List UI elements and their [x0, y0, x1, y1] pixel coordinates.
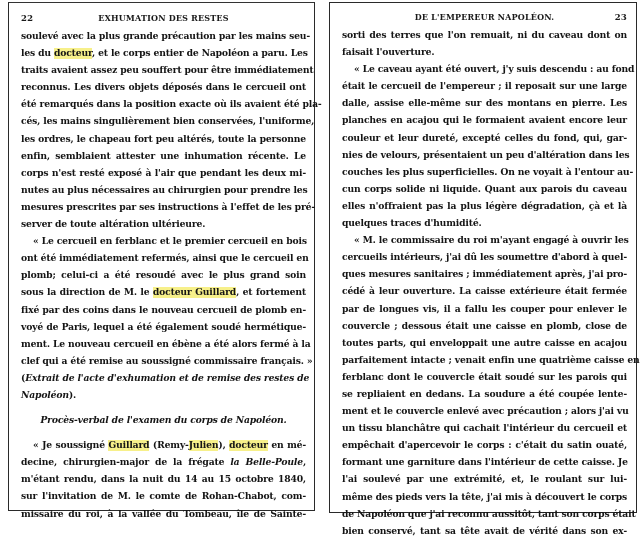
text-line [342, 232, 627, 249]
text-line [21, 506, 306, 523]
text-segment: couvercle ; dessous était une caisse en plomb, close de [342, 320, 627, 332]
text-segment: Extrait de l'acte d'exhumation et de remise des restes de [25, 372, 310, 384]
running-head [342, 12, 627, 24]
text-line [21, 131, 306, 148]
text-segment: planches en acajou qui le formaient avaient encore leur [342, 115, 627, 127]
text-line [342, 249, 627, 266]
text-line [21, 45, 306, 62]
text-line [21, 233, 306, 250]
spacer [21, 429, 306, 437]
text-segment: les du [21, 48, 54, 60]
text-segment: (Remy- [149, 440, 189, 452]
text-segment: m'étant rendu, dans la nuit du 14 au 15 octobre 1840, [21, 474, 306, 486]
text-segment: couches les plus superficielles. On ne voyait à l'entour au- [342, 166, 634, 178]
text-line [21, 437, 306, 454]
text-line [342, 403, 627, 420]
running-head [21, 13, 306, 25]
text-segment: même des pieds vers la tête, j'ai mis à découvert le corps [342, 491, 627, 503]
text-segment: decine, chirurgien-major de la frégate [21, 457, 231, 469]
text-segment: quelques traces d'humidité. [342, 218, 482, 230]
text-segment: Napoléon [21, 389, 69, 401]
text-segment: cédé à leur ouverture. La caisse extérieure était fermée [342, 286, 627, 298]
text-line [21, 387, 306, 404]
text-segment: cés, les mains singulièrement bien conservées, l'uniforme, [21, 116, 315, 128]
text-line [21, 336, 311, 353]
page-body [21, 28, 322, 523]
text-segment: par de longues vis, il a fallu les couper pour enlever le [342, 303, 627, 315]
text-segment: enfin, semblaient attester une inhumation récente. Le [21, 150, 306, 162]
text-segment: était le cercueil de l'empereur ; il reposait sur une large [342, 81, 627, 93]
running-head-title: EXHUMATION DES RESTES [98, 13, 229, 23]
text-segment: empêchait d'apercevoir le corps : c'était du satin ouaté, [342, 440, 627, 452]
text-line [21, 165, 306, 182]
running-head-title: DE L'EMPEREUR NAPOLÉON. [414, 12, 555, 22]
text-segment: reconnus. Les divers objets déposés dans le cercueil ont [21, 82, 306, 94]
text-line [342, 437, 627, 454]
text-segment: elles n'offraient pas la plus légère dégradation, çà et là [342, 200, 627, 212]
section-heading [21, 412, 306, 429]
page-body [342, 27, 640, 540]
text-segment: toutes parts, qui enveloppait une autre caisse en acajou [342, 337, 627, 349]
text-segment: été remarqués dans la position exacte où ils avaient été pla- [21, 99, 322, 111]
text-line [21, 267, 306, 284]
text-line [342, 283, 627, 300]
text-line [342, 266, 627, 283]
text-line [342, 78, 627, 95]
text-line [21, 148, 306, 165]
text-segment: , et fortement [236, 287, 306, 299]
text-segment: se repliaient en dedans. La soudure a été coupée lente- [342, 388, 627, 400]
text-segment: plomb; celui-ci a été resoudé avec le plus grand soin [21, 270, 306, 282]
text-line [342, 454, 627, 471]
text-segment: , [302, 457, 306, 469]
text-line [342, 215, 627, 232]
text-segment: , et le corps entier de Napoléon a paru. Les [92, 48, 308, 60]
text-segment: fixé par des coins dans le nouveau cercueil de plomb en- [21, 304, 306, 316]
text-segment: server de toute altération ultérieure. [21, 219, 206, 231]
text-segment: corps n'est resté exposé à l'air que pendant les deux mi- [21, 167, 306, 179]
text-line [342, 471, 627, 488]
right-book-page [329, 2, 640, 537]
text-line [342, 369, 627, 386]
text-segment: « Je soussigné [33, 440, 109, 452]
text-line [342, 318, 627, 335]
text-segment: clef qui a été remise au soussigné commissaire français. » [21, 355, 313, 367]
text-line [342, 44, 627, 61]
text-segment: formant une garniture dans l'intérieur de cette caisse. Je [342, 457, 628, 469]
text-segment: cercueils intérieurs, j'ai dû les soumettre d'abord à quel- [342, 252, 627, 264]
text-segment: nies de velours, présentaient un peu d'altération dans les [342, 149, 630, 161]
text-line [342, 352, 640, 369]
text-segment: nutes au plus nécessaires au chirurgien pour prendre les [21, 184, 308, 196]
text-line [21, 370, 310, 387]
text-line [342, 112, 627, 129]
highlighted-term: Julien [188, 440, 219, 452]
text-line [342, 164, 634, 181]
highlighted-term: docteur [229, 440, 268, 452]
text-segment: ques mesures sanitaires ; immédiatement après, j'ai pro- [342, 269, 628, 281]
text-line [21, 319, 306, 336]
page-number: 22 [21, 14, 34, 24]
text-segment: Procès-verbal de l'examen du corps de Napoléon. [40, 415, 287, 427]
text-segment: de Napoléon que j'ai reconnu aussitôt, tant son corps était [342, 508, 636, 520]
text-line [342, 506, 636, 523]
text-segment: en mé- [267, 440, 306, 452]
text-segment: mesures prescrites par ses instructions à l'effet de les pré- [21, 201, 316, 213]
text-segment: ont été immédiatement refermés, ainsi que le cercueil en [21, 253, 309, 265]
text-line [21, 454, 306, 471]
text-segment: ( [21, 372, 26, 384]
text-segment: les ordres, le chapeau fort peu altérés, toute la personne [21, 133, 306, 145]
text-line [342, 335, 627, 352]
text-segment: bien conservé, tant sa tête avait de vérité dans son ex- [342, 525, 627, 537]
text-segment: parfaitement intacte ; venait enfin une quatrième caisse en [342, 354, 640, 366]
text-line [342, 130, 627, 147]
text-line [21, 488, 306, 505]
text-line [21, 250, 309, 267]
text-segment: l'ai soulevé par une extrémité, et, le roulant sur lui- [342, 474, 627, 486]
text-segment: ). [68, 389, 77, 401]
text-segment: la Belle-Poule [230, 457, 303, 469]
highlighted-term: docteur Guillard [152, 287, 237, 299]
text-line [21, 216, 306, 233]
text-line [342, 147, 630, 164]
text-segment: couleur et leur dureté, excepté celles du fond, qui, gar- [342, 132, 627, 144]
page-number: 23 [614, 13, 627, 23]
text-line [342, 61, 635, 78]
text-segment: traits avaient assez peu souffert pour être immédiatement [21, 65, 314, 77]
text-segment: un tissu blanchâtre qui cachait l'intérieur du cercueil et [342, 423, 627, 435]
text-line [342, 95, 627, 112]
text-line [342, 386, 627, 403]
text-segment: ), [218, 440, 230, 452]
text-line [342, 489, 627, 506]
text-line [21, 79, 306, 96]
text-line [21, 284, 306, 301]
text-segment: ferblanc dont le couvercle était soudé sur les parois qui [342, 371, 627, 383]
text-segment: sous la direction de M. le [21, 287, 153, 299]
text-line [21, 199, 316, 216]
text-segment: « M. le commissaire du roi m'ayant engagé à ouvrir les [354, 235, 629, 247]
text-line [21, 302, 306, 319]
highlighted-term: Guillard [108, 440, 150, 452]
text-line [342, 181, 627, 198]
text-segment: faisait l'ouverture. [342, 47, 435, 59]
text-segment: ment. Le nouveau cercueil en ébène a été alors fermé à la [21, 338, 311, 350]
text-line [342, 523, 627, 540]
spacer [21, 404, 306, 412]
left-book-page [8, 2, 322, 520]
text-line [342, 301, 627, 318]
text-line [21, 353, 313, 370]
text-segment: missaire du roi, à la vallée du Tombeau, île de Sainte- [21, 508, 306, 520]
highlighted-term: docteur [53, 48, 93, 60]
text-line [21, 113, 315, 130]
text-line [21, 471, 306, 488]
text-segment: « Le caveau ayant été ouvert, j'y suis descendu : au fond [354, 64, 635, 76]
text-segment: soulevé avec la plus grande précaution par les mains seu- [21, 31, 310, 42]
text-segment: sur l'invitation de M. le comte de Rohan-Chabot, com- [21, 491, 306, 503]
text-segment: voyé de Paris, lequel a été également soudé hermétique- [21, 321, 306, 333]
text-segment: « Le cercueil en ferblanc et le premier cercueil en bois [33, 236, 307, 248]
text-segment: cun corps solide ni liquide. Quant aux parois du caveau [342, 183, 627, 195]
text-line [21, 62, 314, 79]
text-segment: dalle, assise elle-même sur des montans en pierre. Les [342, 98, 627, 110]
text-line [342, 27, 627, 44]
text-segment: ment et le couvercle enlevé avec précaution ; alors j'ai vu [342, 406, 629, 418]
text-line [342, 198, 627, 215]
text-segment: sorti des terres que l'on remuait, ni du caveau dont on [342, 30, 627, 41]
text-line [342, 420, 627, 437]
text-line [21, 182, 306, 199]
text-line [21, 96, 322, 113]
text-line [21, 28, 310, 45]
